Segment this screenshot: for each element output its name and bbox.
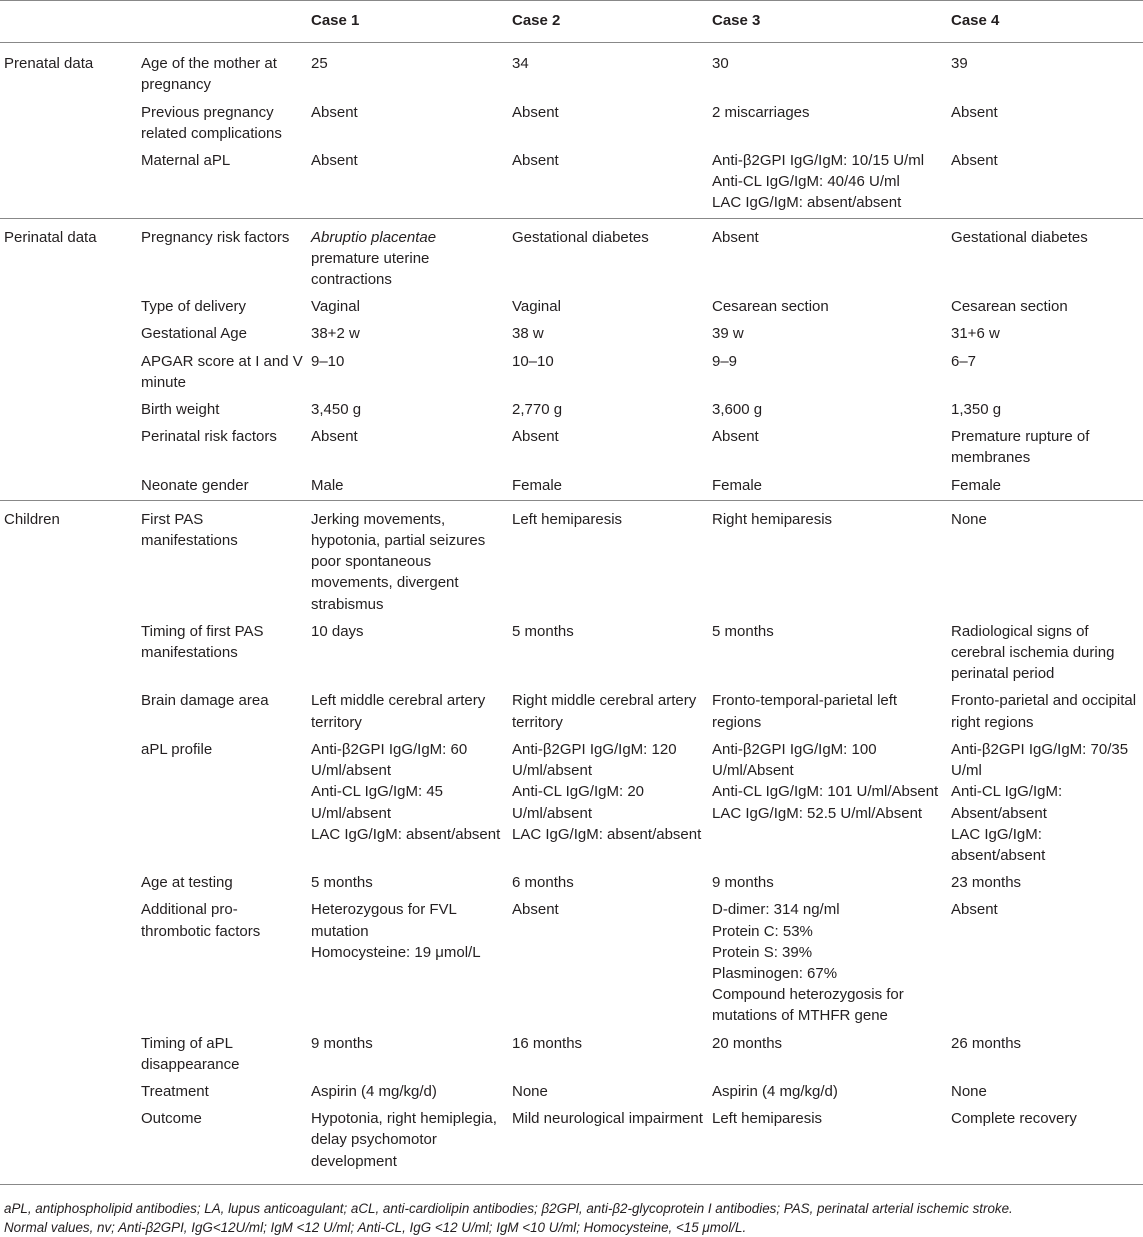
case-4-cell xyxy=(947,500,1143,619)
case-4-cell xyxy=(947,870,1143,897)
footnote-abbreviations: aPL, antiphospholipid antibodies; LA, lupus anticoagulant; aCL, anti-cardiolipin antibodies; β2GPl, anti-β2-glycoprotein I antibodies; PAS, perinatal arterial ischemic stroke. xyxy=(4,1200,1013,1216)
cell-text-line: Female xyxy=(512,476,563,494)
table-row xyxy=(0,397,1143,424)
case-1-cell xyxy=(307,688,508,736)
cell-text-line: Homocysteine: 19 μmol/L xyxy=(311,943,481,961)
header-cell-case-1: Case 1 xyxy=(307,1,508,43)
case-2-cell xyxy=(508,1079,708,1106)
cell-text-line: Jerking movements, hypotonia, partial seizures poor spontaneous movements, divergent strabismus xyxy=(311,510,486,613)
cell-text-line: 38 w xyxy=(512,325,544,343)
cell-text-line: Left hemiparesis xyxy=(512,510,623,528)
cell-text-line: None xyxy=(951,1082,987,1100)
cell-text-line: 1,350 g xyxy=(951,401,1002,419)
cell-text-line: Absent xyxy=(512,152,559,170)
cell-text-line: None xyxy=(512,1082,548,1100)
table-row xyxy=(0,473,1143,501)
cell-text-line: 9 months xyxy=(311,1034,373,1052)
table-row xyxy=(0,1079,1143,1106)
cell-text-line: Anti-CL IgG/IgM: 40/46 U/ml xyxy=(712,173,900,191)
cell-text-line: Hypotonia, right hemiplegia, delay psychomotor development xyxy=(311,1110,497,1170)
case-1-cell xyxy=(307,1031,508,1079)
cell-text-line: 9–10 xyxy=(311,352,345,370)
cell-text-line: Anti-CL IgG/IgM: 20 U/ml/absent xyxy=(512,783,644,822)
cell-text-line: 5 months xyxy=(712,622,774,640)
cell-text-line: Anti-β2GPI IgG/IgM: 120 U/ml/absent xyxy=(512,740,677,780)
case-3-cell xyxy=(708,218,947,294)
cell-text-line: Absent xyxy=(311,428,358,446)
cell-text-line: Mild neurological impairment xyxy=(512,1110,703,1128)
case-2-cell xyxy=(508,218,708,294)
case-1-cell xyxy=(307,500,508,619)
cell-text-line: Absent xyxy=(512,901,559,919)
cell-text-line: 16 months xyxy=(512,1034,583,1052)
row-label-cell: First PAS manifestations xyxy=(137,500,307,619)
cell-text-line: Cesarean section xyxy=(712,298,829,316)
cell-text-line: 39 w xyxy=(712,325,744,343)
cell-text-line: 38+2 w xyxy=(311,325,360,343)
case-4-cell xyxy=(947,43,1143,100)
table-row xyxy=(0,897,1143,1030)
case-3-cell xyxy=(708,688,947,736)
cell-text-line: Premature rupture of membranes xyxy=(951,428,1090,467)
row-label-cell: Birth weight xyxy=(141,401,220,419)
cell-text-line: Absent xyxy=(712,428,759,446)
case-2-cell xyxy=(508,870,708,897)
cell-text-line: Abruptio placentae xyxy=(311,228,437,246)
case-1-cell xyxy=(307,397,508,424)
table-row xyxy=(0,500,1143,619)
case-1-cell xyxy=(307,619,508,689)
case-2-cell xyxy=(508,619,708,689)
case-4-cell xyxy=(947,100,1143,148)
cell-text-line: Right middle cerebral artery territory xyxy=(512,692,697,731)
header-row xyxy=(0,1,1143,43)
case-4-cell xyxy=(947,473,1143,501)
row-label-cell: aPL profile xyxy=(141,740,213,758)
cell-text-line: 34 xyxy=(512,55,529,73)
group-label-cell xyxy=(0,148,137,218)
cell-text-line: 31+6 w xyxy=(951,325,1000,343)
case-3-cell xyxy=(708,619,947,689)
row-label-cell: APGAR score at I and V minute xyxy=(141,352,303,391)
cell-text-line: Absent xyxy=(712,228,759,246)
cell-text-line: 26 months xyxy=(951,1034,1022,1052)
case-1-cell xyxy=(307,100,508,148)
group-label-cell xyxy=(0,737,137,870)
group-label-cell xyxy=(0,619,137,689)
case-2-cell xyxy=(508,294,708,321)
case-1-cell xyxy=(307,349,508,397)
case-4-cell xyxy=(947,397,1143,424)
row-label-cell: Perinatal risk factors xyxy=(141,428,277,446)
case-2-cell xyxy=(508,473,708,501)
table-row xyxy=(0,1106,1143,1184)
cell-text-line: Anti-β2GPI IgG/IgM: 60 U/ml/absent xyxy=(311,740,468,780)
case-4-cell xyxy=(947,218,1143,294)
row-label-cell: Type of delivery xyxy=(141,298,247,316)
row-label-cell: Additional pro-thrombotic factors xyxy=(141,901,261,940)
case-4-cell xyxy=(947,349,1143,397)
cell-text-line: Protein S: 39% xyxy=(712,943,813,961)
table-row xyxy=(0,100,1143,148)
case-2-cell xyxy=(508,1031,708,1079)
case-4-cell xyxy=(947,294,1143,321)
footnote-normal-values: Normal values, nv; Anti-β2GPI, IgG<12U/ml; IgM <12 U/ml; Anti-CL, IgG <12 U/ml; IgM <10 U/ml; Homocysteine, <15 μmol/L. xyxy=(4,1219,747,1235)
cell-text-line: 2,770 g xyxy=(512,401,563,419)
cell-text-line: Right hemiparesis xyxy=(712,510,833,528)
case-2-cell xyxy=(508,321,708,348)
group-label-cell: Perinatal data xyxy=(0,218,137,294)
cell-text-line: LAC IgG/IgM: absent/absent xyxy=(311,825,501,843)
cell-text-line: Protein C: 53% xyxy=(712,922,813,940)
cell-text-line: Absent xyxy=(951,901,998,919)
row-label-cell: Timing of first PAS manifestations xyxy=(141,622,264,662)
cell-text-line: Fronto-temporal-parietal left regions xyxy=(712,692,898,731)
cell-text-line: Anti-CL IgG/IgM: Absent/absent xyxy=(951,783,1063,822)
header-cell-case-3: Case 3 xyxy=(708,1,947,43)
row-label-cell: Treatment xyxy=(141,1082,209,1100)
cell-text-line: Absent xyxy=(512,103,559,121)
cell-text-line: Plasminogen: 67% xyxy=(712,964,838,982)
cell-text-line: 30 xyxy=(712,55,729,73)
header-cell-parameter xyxy=(137,1,307,43)
group-label-cell: Children xyxy=(0,500,137,619)
cell-text-line: LAC IgG/IgM: 52.5 U/ml/Absent xyxy=(712,804,923,822)
row-label-cell: Age at testing xyxy=(141,874,233,892)
header-cell-case-2: Case 2 xyxy=(508,1,708,43)
case-1-cell xyxy=(307,424,508,472)
cell-text-line: Anti-β2GPI IgG/IgM: 100 U/ml/Absent xyxy=(712,740,877,780)
cell-text-line: 10–10 xyxy=(512,352,554,370)
cell-text-line: Vaginal xyxy=(512,298,561,316)
table-row xyxy=(0,1031,1143,1079)
cell-text-line: 23 months xyxy=(951,874,1022,892)
cell-text-line: Gestational diabetes xyxy=(512,228,649,246)
cell-text-line: Absent xyxy=(512,428,559,446)
case-4-cell xyxy=(947,737,1143,870)
table-row xyxy=(0,43,1143,100)
cell-text-line: Anti-CL IgG/IgM: 45 U/ml/absent xyxy=(311,783,443,822)
cell-text-line: Left middle cerebral artery territory xyxy=(311,692,486,731)
cell-text-line: Female xyxy=(712,476,763,494)
group-label-cell xyxy=(0,473,137,501)
case-4-cell xyxy=(947,1106,1143,1184)
cell-text-line: 5 months xyxy=(512,622,574,640)
case-3-cell xyxy=(708,424,947,472)
row-label-cell: Timing of aPL disappearance xyxy=(141,1034,240,1073)
case-3-cell xyxy=(708,897,947,1030)
cell-text-line: Radiological signs of cerebral ischemia during perinatal period xyxy=(951,622,1115,683)
cell-text-line: Anti-β2GPI IgG/IgM: 70/35 U/ml xyxy=(951,740,1129,780)
cell-text-line: Fronto-parietal and occipital right regions xyxy=(951,692,1137,731)
case-3-cell xyxy=(708,148,947,218)
group-label-cell xyxy=(0,897,137,1030)
table-row xyxy=(0,870,1143,897)
cell-text-line: Gestational diabetes xyxy=(951,228,1088,246)
case-1-cell xyxy=(307,1079,508,1106)
cell-text-line: 3,600 g xyxy=(712,401,763,419)
case-3-cell xyxy=(708,397,947,424)
case-4-cell xyxy=(947,1079,1143,1106)
cell-text-line: Compound heterozygosis for mutations of MTHFR gene xyxy=(712,986,904,1025)
cell-text-line: LAC IgG/IgM: absent/absent xyxy=(512,825,702,843)
cell-text-line: Absent xyxy=(951,152,998,170)
row-label-cell: Previous pregnancy related complications xyxy=(141,103,282,142)
case-2-cell xyxy=(508,688,708,736)
case-3-cell xyxy=(708,1106,947,1184)
case-3-cell xyxy=(708,349,947,397)
case-2-cell xyxy=(508,43,708,100)
case-4-cell xyxy=(947,1031,1143,1079)
cell-text-line: 9–9 xyxy=(712,352,738,370)
case-3-cell xyxy=(708,1031,947,1079)
cell-text-line: LAC IgG/IgM: absent/absent xyxy=(712,194,902,212)
case-2-cell xyxy=(508,148,708,218)
cell-text-line: 39 xyxy=(951,55,968,73)
case-3-cell xyxy=(708,870,947,897)
case-4-cell xyxy=(947,688,1143,736)
cell-text-line: 10 days xyxy=(311,622,364,640)
cell-text-line: Absent xyxy=(311,103,358,121)
row-label-cell: Age of the mother at pregnancy xyxy=(141,55,277,94)
group-label-cell xyxy=(0,688,137,736)
cell-text-line: Male xyxy=(311,476,344,494)
header-cell-case-4: Case 4 xyxy=(947,1,1143,43)
row-label-cell: Brain damage area xyxy=(141,692,269,710)
cell-text-line: 6–7 xyxy=(951,352,977,370)
cell-text-line: Aspirin (4 mg/kg/d) xyxy=(311,1082,437,1100)
cell-text-line: None xyxy=(951,510,987,528)
case-2-cell xyxy=(508,897,708,1030)
group-label-cell xyxy=(0,1079,137,1106)
cell-text-line: Aspirin (4 mg/kg/d) xyxy=(712,1082,838,1100)
header-cell-group xyxy=(0,1,137,43)
cell-text-line: Absent xyxy=(951,103,998,121)
group-label-cell: Prenatal data xyxy=(4,55,94,73)
case-2-cell xyxy=(508,397,708,424)
case-4-cell xyxy=(947,321,1143,348)
case-3-cell xyxy=(708,100,947,148)
cell-text-line: Vaginal xyxy=(311,298,360,316)
table-row xyxy=(0,737,1143,870)
table-row xyxy=(0,321,1143,348)
case-1-cell xyxy=(307,897,508,1030)
case-1-cell xyxy=(307,148,508,218)
cell-text-line: LAC IgG/IgM: absent/absent xyxy=(951,825,1046,864)
table-footnote xyxy=(0,1199,1143,1237)
case-1-cell xyxy=(307,321,508,348)
case-3-cell xyxy=(708,1079,947,1106)
group-label-cell xyxy=(0,100,137,148)
group-label-cell xyxy=(0,1031,137,1079)
case-1-cell xyxy=(307,1106,508,1184)
cell-text-line: Cesarean section xyxy=(951,298,1068,316)
case-1-cell xyxy=(307,43,508,100)
cell-text-line: premature uterine contractions xyxy=(311,249,430,289)
table-header xyxy=(0,1,1143,43)
row-label-cell: Gestational Age xyxy=(141,325,247,343)
cell-text-line: 20 months xyxy=(712,1034,783,1052)
case-3-cell xyxy=(708,321,947,348)
table-row xyxy=(0,218,1143,294)
group-label-cell xyxy=(0,349,137,397)
group-label-cell xyxy=(0,294,137,321)
case-1-cell xyxy=(307,473,508,501)
row-label-cell: Neonate gender xyxy=(141,476,249,494)
case-3-cell xyxy=(708,473,947,501)
case-1-cell xyxy=(307,737,508,870)
cell-text-line: 3,450 g xyxy=(311,401,362,419)
case-3-cell xyxy=(708,737,947,870)
cell-text-line: Anti-β2GPI IgG/IgM: 10/15 U/ml xyxy=(712,152,925,170)
table-row xyxy=(0,148,1143,218)
case-1-cell xyxy=(307,870,508,897)
table-row xyxy=(0,294,1143,321)
cell-text-line: 9 months xyxy=(712,874,774,892)
case-2-cell xyxy=(508,500,708,619)
row-label-cell: Pregnancy risk factors xyxy=(137,218,307,294)
case-3-cell xyxy=(708,294,947,321)
group-label-cell xyxy=(0,397,137,424)
case-4-cell xyxy=(947,148,1143,218)
group-label-cell xyxy=(0,870,137,897)
cell-text-line: 6 months xyxy=(512,874,574,892)
table-row xyxy=(0,424,1143,472)
case-3-cell xyxy=(708,500,947,619)
table-body xyxy=(0,43,1143,1185)
case-4-cell xyxy=(947,897,1143,1030)
cell-text-line: 5 months xyxy=(311,874,373,892)
group-label-cell xyxy=(0,424,137,472)
cell-text-line: Absent xyxy=(311,152,358,170)
cell-text-line: 2 miscarriages xyxy=(712,103,810,121)
case-1-cell xyxy=(307,218,508,294)
case-2-cell xyxy=(508,424,708,472)
table-row xyxy=(0,619,1143,689)
table-row xyxy=(0,349,1143,397)
case-4-cell xyxy=(947,424,1143,472)
cell-text-line: D-dimer: 314 ng/ml xyxy=(712,901,840,919)
cell-text-line: Complete recovery xyxy=(951,1110,1077,1128)
cell-text-line: Anti-CL IgG/IgM: 101 U/ml/Absent xyxy=(712,783,939,801)
case-2-cell xyxy=(508,1106,708,1184)
case-2-cell xyxy=(508,737,708,870)
cell-text-line: 25 xyxy=(311,55,328,73)
cell-text-line: Female xyxy=(951,476,1002,494)
group-label-cell xyxy=(0,1106,137,1184)
group-label-cell xyxy=(0,321,137,348)
case-1-cell xyxy=(307,294,508,321)
cell-text-line: Left hemiparesis xyxy=(712,1110,823,1128)
cell-text-line: Heterozygous for FVL mutation xyxy=(311,901,457,940)
table-row xyxy=(0,688,1143,736)
case-4-cell xyxy=(947,619,1143,689)
case-3-cell xyxy=(708,43,947,100)
case-2-cell xyxy=(508,100,708,148)
case-2-cell xyxy=(508,349,708,397)
row-label-cell: Maternal aPL xyxy=(141,152,231,170)
row-label-cell: Outcome xyxy=(141,1110,202,1128)
